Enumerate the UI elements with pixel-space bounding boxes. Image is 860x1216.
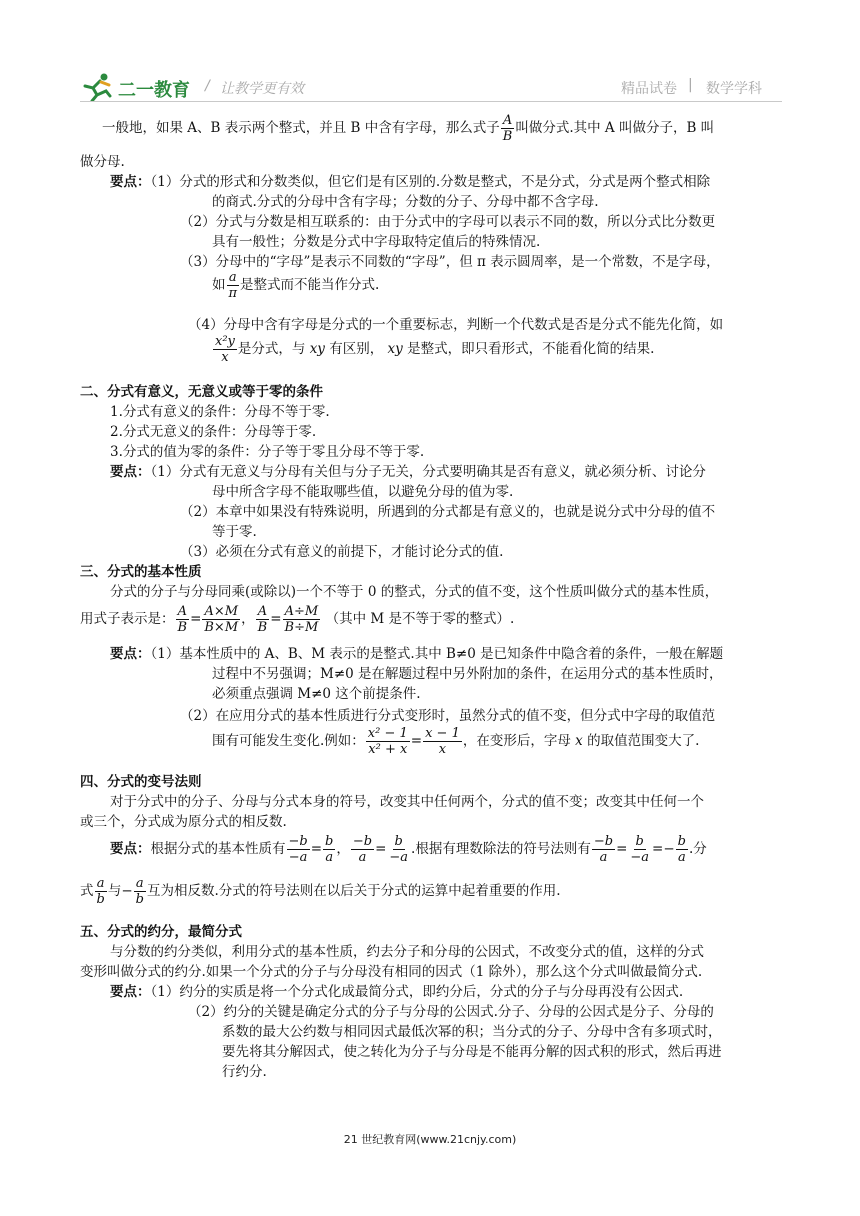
section-3-title: 三、分式的基本性质 [80, 564, 202, 580]
kp5-line-2: （2）约分的关键是确定分式的分子与分母的公因式.分子、分母的公因式是分子、分母的 [188, 1004, 714, 1020]
kp1-line-5: （3）分母中的“字母”是表示不同数的“字母”，但 π 表示圆周率，是一个常数，不是字母， [180, 254, 720, 270]
s3-para-1: 分式的分子与分母同乘(或除以)一个不等于 0 的整式，分式的值不变，这个性质叫做分式的基本性质， [110, 584, 719, 600]
kp1-line-8: $\frac{\text{x²y}}{x}$ 是分式，与 xy 有区别， xy 是整式，即只看形式，不能看化简的结果. [215, 334, 655, 365]
kp5-line-4: 要先将其分解因式，使之转化为分子与分母是不能再分解的因式积的形式，然后再进 [222, 1044, 722, 1060]
kp5-line-1: 要点：（1）约分的实质是将一个分式化成最简分式，即约分后，分式的分子与分母再没有公因式. [110, 984, 684, 1000]
fraction-x2y-over-x: $\frac{\text{x²y}}{x}$ [215, 334, 235, 365]
header-slash: / [205, 78, 210, 94]
kp5-line-3: 系数的最大公约数与相同因式最低次幂的积；当分式的分子、分母中含有多项式时， [222, 1024, 722, 1040]
kp1-line-3: （2）分式与分数是相互联系的：由于分式中的字母可以表示不同的数，所以分式比分数更 [180, 214, 716, 230]
kp1-line-6: 如 $\frac{a}{\pi}$ 是整式而不能当作分式. [212, 270, 380, 301]
section-4-title: 四、分式的变号法则 [80, 774, 202, 790]
kp1-line-2: 的商式.分式的分母中含有字母；分数的分子、分母中都不含字母. [212, 194, 599, 210]
kp1-line-7: （4）分母中含有字母是分式的一个重要标志，判断一个代数式是否是分式不能先化简，如 [188, 317, 724, 333]
intro-line-1: 一般地，如果 A、B 表示两个整式，并且 B 中含有字母，那么式子 $\frac{A}{B}$ 叫做分式.其中 A 叫做分子，B 叫 [102, 113, 715, 144]
s2-cond-1: 1.分式有意义的条件：分母不等于零. [110, 404, 330, 420]
kp3-line-4: （2）在应用分式的基本性质进行分式变形时，虽然分式的值不变，但分式中字母的取值范 [180, 708, 716, 724]
s3-formula-line: 用式子表示是： $\frac{A}{B}$ = $\frac{A\times M}{B\times M}$ ， $\frac{A}{B}$ = $\frac{A\div M}{B\div M}$ （其中 M 是不等于零的整式）. [80, 604, 515, 635]
s5-para-2: 变形叫做分式的约分.如果一个分式的分子与分母没有相同的因式（1 除外），那么这个分式叫做最简分式. [80, 964, 703, 980]
kp2-line-3: （2）本章中如果没有特殊说明，所遇到的分式都是有意义的，也就是说分式中分母的值不 [180, 504, 716, 520]
page-header [80, 70, 782, 104]
s5-para-1: 与分数的约分类似，利用分式的基本性质，约去分子和分母的公因式，不改变分式的值，这样的分式 [110, 944, 704, 960]
kp1-line-4: 具有一般性；分数是分式中字母取特定值后的特殊情况. [212, 234, 541, 250]
fraction-a-over-b: $\frac{A}{B}$ [502, 113, 513, 144]
kp2-line-4: 等于零. [212, 524, 257, 540]
header-right-right: 数学学科 [706, 81, 762, 97]
intro-line-2: 做分母. [80, 154, 125, 170]
s2-cond-2: 2.分式无意义的条件：分母等于零. [110, 424, 317, 440]
kp2-line-2: 母中所含字母不能取哪些值，以避免分母的值为零. [212, 484, 514, 500]
header-right-separator: | [688, 77, 693, 93]
kp4-line-2: 式 $\frac{a}{b}$ 与− $\frac{a}{b}$ 互为相反数.分式的符号法则在以后关于分式的运算中起着重要的作用. [80, 876, 561, 907]
kp3-line-5: 围有可能发生变化.例如： $\frac{\text{x² − 1}}{\text{x² + x}}$ = $\frac{x - 1}{x}$ ，在变形后，字母 x 的取值范围变大了. [212, 726, 700, 757]
kp2-line-5: （3）必须在分式有意义的前提下，才能讨论分式的值. [180, 544, 504, 560]
s4-para-1: 对于分式中的分子、分母与分式本身的符号，改变其中任何两个，分式的值不变；改变其中任何一个 [110, 794, 704, 810]
kp5-line-5: 行约分. [222, 1064, 267, 1080]
header-right-left: 精品试卷 [621, 81, 677, 97]
logo-text: 二一教育 [118, 80, 190, 101]
kp2-line-1: 要点：（1）分式有无意义与分母有关但与分子无关，分式要明确其是否有意义，就必须分析、讨论分 [110, 464, 706, 480]
key-point-label: 要点： [110, 174, 151, 190]
kp3-line-2: 过程中不另强调；M≠0 是在解题过程中另外附加的条件，在运用分式的基本性质时， [212, 666, 723, 682]
section-5-title: 五、分式的约分，最简分式 [80, 924, 242, 940]
kp4-line-1: 要点：根据分式的基本性质有 $\frac{-b}{-a}$ = $\frac{b}{a}$ ， $\frac{-b}{a}$ = $\frac{b}{-a}$ .根据有理数除法的符号法则有 $\frac{-b}{a}$ = $\frac{b}{-a}$ =− $\frac{b}{a}$ .分 [110, 834, 707, 865]
section-2-title: 二、分式有意义，无意义或等于零的条件 [80, 384, 323, 400]
s4-para-2: 或三个，分式成为原分式的相反数. [80, 814, 287, 830]
s2-cond-3: 3.分式的值为零的条件：分子等于零且分母不等于零. [110, 444, 425, 460]
kp1-line-1: 要点：（1）分式的形式和分数类似，但它们是有区别的.分数是整式，不是分式，分式是两个整式相除 [110, 174, 711, 190]
kp3-line-1: 要点：（1）基本性质中的 A、B、M 表示的是整式.其中 B≠0 是已知条件中隐含着的条件，一般在解题 [110, 646, 724, 662]
kp3-line-3: 必须重点强调 M≠0 这个前提条件. [212, 686, 421, 702]
fraction-a-over-pi: $\frac{a}{\pi}$ [228, 270, 238, 301]
runner-logo-icon [80, 72, 116, 102]
header-slogan: 让教学更有效 [220, 81, 304, 97]
page-footer: 21 世纪教育网(www.21cnjy.com) [343, 1133, 517, 1146]
header-divider [80, 101, 782, 102]
